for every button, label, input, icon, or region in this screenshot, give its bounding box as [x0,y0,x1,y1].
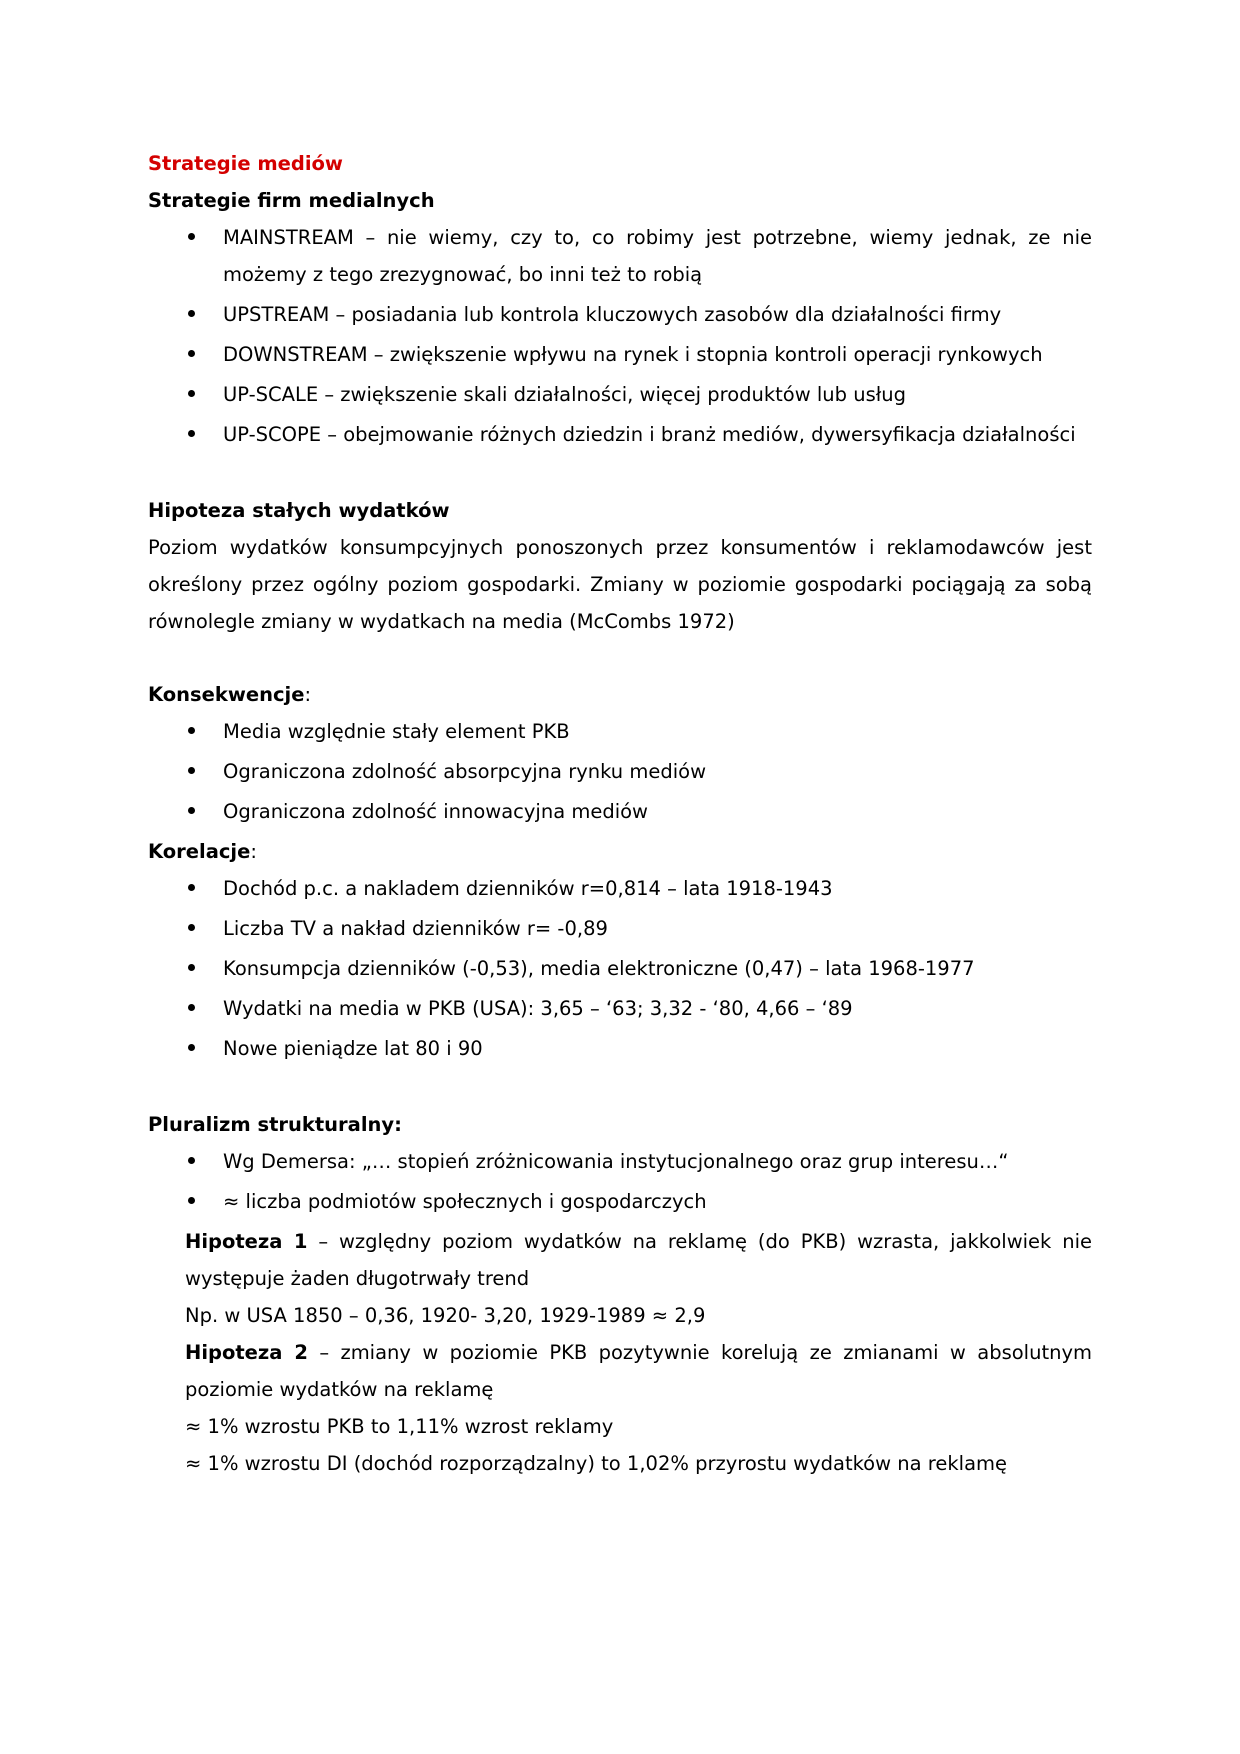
list-item: Ograniczona zdolność innowacyjna mediów [148,793,1092,830]
list-item: Nowe pieniądze lat 80 i 90 [148,1030,1092,1067]
correlations-list [148,870,1092,1067]
example-line: Np. w USA 1850 – 0,36, 1920- 3,20, 1929-1989 ≈ 2,9 [185,1304,706,1327]
strategies-list [148,219,1092,453]
bullet-icon [188,430,195,437]
approx-line-gdp: ≈ 1% wzrostu PKB to 1,11% wzrost reklamy [185,1415,614,1438]
section-heading-strategies: Strategie firm medialnych [148,189,435,212]
list-item: Dochód p.c. a nakladem dzienników r=0,814 – lata 1918-1943 [148,870,1092,907]
list-item: UP-SCOPE – obejmowanie różnych dziedzin i branż mediów, dywersyfikacja działalności [148,416,1092,453]
bullet-icon [188,310,195,317]
section-heading-pluralism: Pluralizm strukturalny: [148,1113,402,1136]
bullet-icon [188,1197,195,1204]
section-heading-correlations: Korelacje: [148,840,257,863]
bullet-icon [188,807,195,814]
list-item: DOWNSTREAM – zwiększenie wpływu na rynek i stopnia kontroli operacji rynkowych [148,336,1092,373]
bullet-icon [188,1157,195,1164]
list-item: MAINSTREAM – nie wiemy, czy to, co robimy jest potrzebne, wiemy jednak, ze nie możemy z tego zrezygnować, bo inni też to robią [148,219,1092,293]
bullet-icon [188,884,195,891]
list-item: UPSTREAM – posiadania lub kontrola kluczowych zasobów dla działalności firmy [148,296,1092,333]
list-item: Ograniczona zdolność absorpcyjna rynku mediów [148,753,1092,790]
hypothesis-1: Hipoteza 1 – względny poziom wydatków na reklamę (do PKB) wzrasta, jakkolwiek nie występuje żaden długotrwały trend [185,1230,1092,1290]
bullet-icon [188,767,195,774]
spacer [148,1070,1092,1106]
spacer [148,456,1092,492]
list-item: Wydatki na media w PKB (USA): 3,65 – ‘63; 3,32 - ‘80, 4,66 – ‘89 [148,990,1092,1027]
approx-line-di: ≈ 1% wzrostu DI (dochód rozporządzalny) to 1,02% przyrostu wydatków na reklamę [185,1452,1008,1475]
hypothesis-paragraph: Poziom wydatków konsumpcyjnych ponoszonych przez konsumentów i reklamodawców jest określony przez ogólny poziom gospodarki. Zmiany w poziomie gospodarki pociągają za sobą równolegle zmiany w wydatkach na media (McCombs 1972) [148,536,1092,633]
list-item: Konsumpcja dzienników (-0,53), media elektroniczne (0,47) – lata 1968-1977 [148,950,1092,987]
spacer [148,640,1092,676]
bullet-icon [188,350,195,357]
list-item: Media względnie stały element PKB [148,713,1092,750]
bullet-icon [188,1004,195,1011]
section-heading-consequences: Konsekwencje: [148,683,312,706]
list-item: Liczba TV a nakład dzienników r= -0,89 [148,910,1092,947]
pluralism-list [148,1143,1092,1220]
list-item: ≈ liczba podmiotów społecznych i gospodarczych [148,1183,1092,1220]
section-heading-hypothesis: Hipoteza stałych wydatków [148,499,450,522]
bullet-icon [188,924,195,931]
list-item: UP-SCALE – zwiększenie skali działalności, więcej produktów lub usług [148,376,1092,413]
document-page [148,146,1092,1482]
bullet-icon [188,390,195,397]
list-item: Wg Demersa: „… stopień zróżnicowania instytucjonalnego oraz grup interesu…“ [148,1143,1092,1180]
bullet-icon [188,1044,195,1051]
document-title: Strategie mediów [148,152,343,175]
bullet-icon [188,233,195,240]
consequences-list [148,713,1092,830]
bullet-icon [188,727,195,734]
bullet-icon [188,964,195,971]
hypothesis-2: Hipoteza 2 – zmiany w poziomie PKB pozytywnie korelują ze zmianami w absolutnym poziomie wydatków na reklamę [185,1341,1092,1401]
